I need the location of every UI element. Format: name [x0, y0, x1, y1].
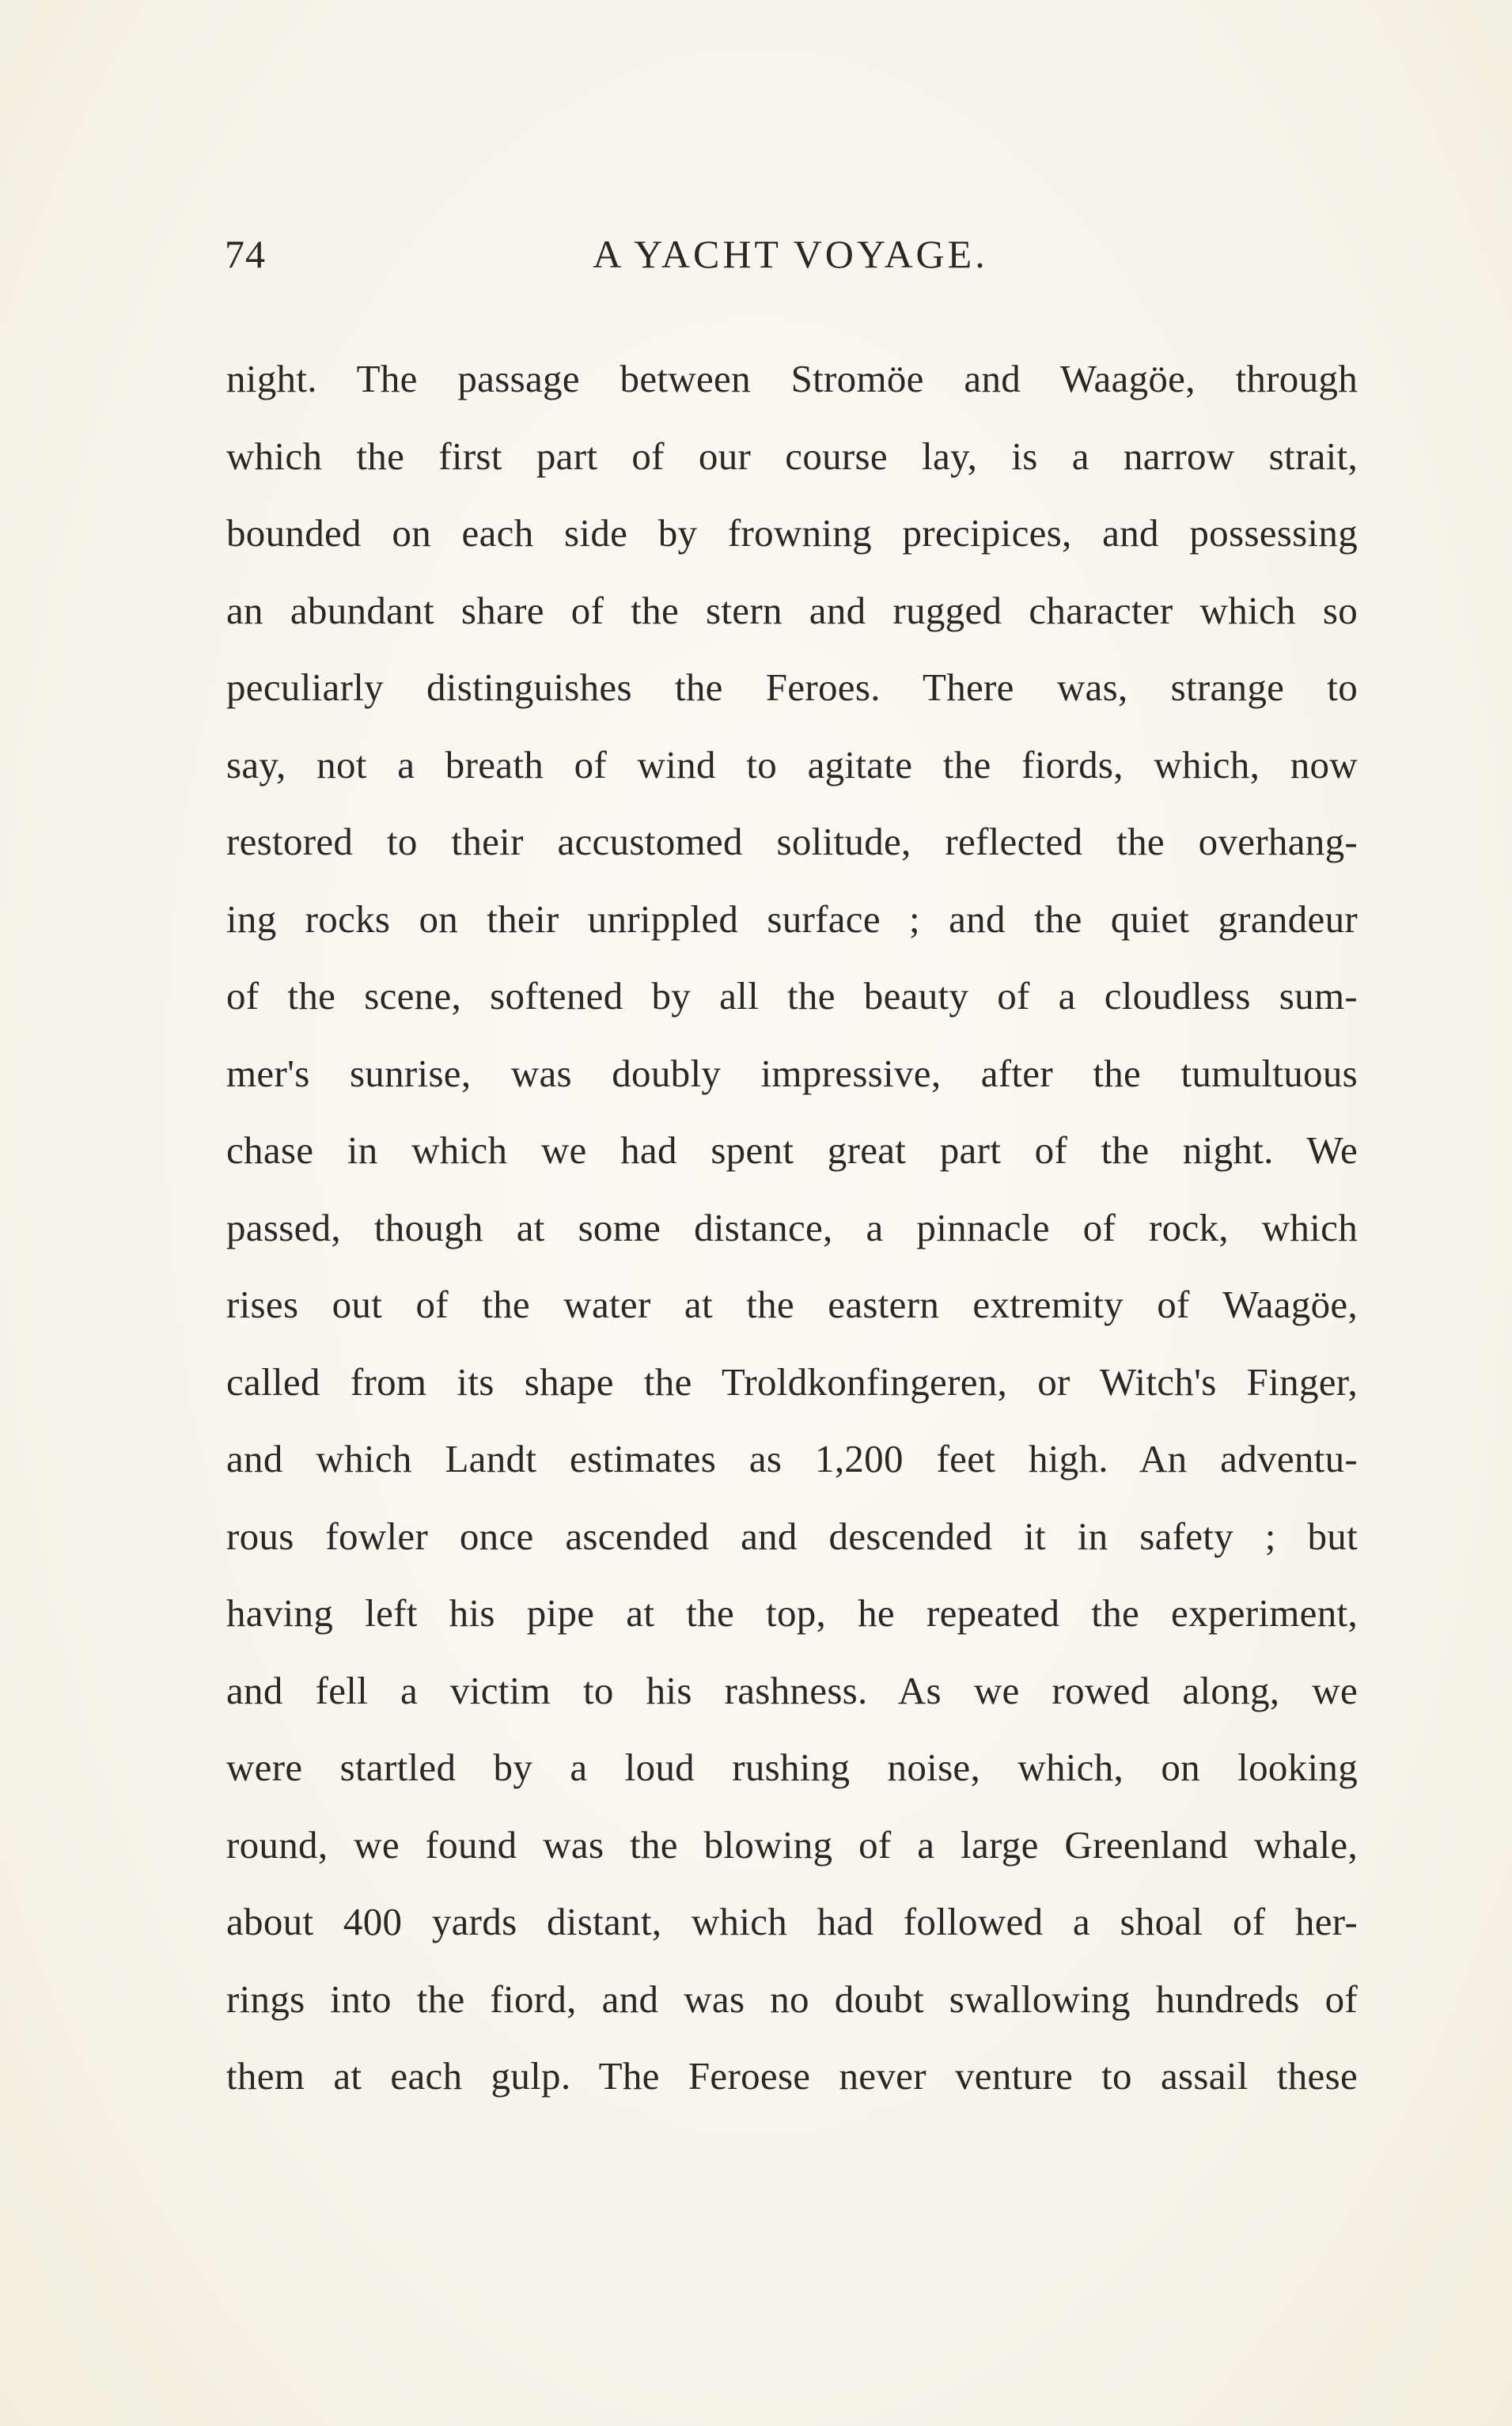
text-line: which the first part of our course lay, is a narrow strait,	[226, 434, 1358, 478]
text-line: and fell a victim to his rashness. As we rowed along, we	[226, 1668, 1358, 1712]
text-line: night. The passage between Stromöe and Waagöe, through	[226, 357, 1358, 400]
text-line: called from its shape the Troldkonfingeren, or Witch's Finger,	[226, 1359, 1358, 1404]
text-line: chase in which we had spent great part of the night. We	[226, 1128, 1358, 1172]
book-title: A YACHT VOYAGE.	[593, 232, 988, 276]
text-line: say, not a breath of wind to agitate the fiords, which, now	[226, 742, 1358, 787]
text-line: them at each gulp. The Feroese never venture to assail these	[226, 2054, 1358, 2098]
text-line: bounded on each side by frowning precipices, and possessing	[226, 511, 1358, 555]
text-line: about 400 yards distant, which had followed a shoal of her-	[226, 1900, 1358, 1943]
text-line: rises out of the water at the eastern extremity of Waagöe,	[226, 1283, 1358, 1326]
text-line: were startled by a loud rushing noise, which, on looking	[226, 1746, 1358, 1789]
text-line: of the scene, softened by all the beauty of a cloudless sum-	[226, 974, 1358, 1018]
running-head	[225, 226, 1356, 282]
text-line: having left his pipe at the top, he repeated the experiment,	[226, 1591, 1358, 1635]
text-line: rings into the fiord, and was no doubt swallowing hundreds of	[226, 1977, 1358, 2021]
text-line: restored to their accustomed solitude, reflected the overhang-	[226, 820, 1358, 863]
text-line: rous fowler once ascended and descended it in safety ; but	[226, 1514, 1358, 1558]
text-line: peculiarly distinguishes the Feroes. There was, strange to	[226, 665, 1358, 709]
text-line: passed, though at some distance, a pinnacle of rock, which	[226, 1205, 1358, 1249]
text-line: mer's sunrise, was doubly impressive, after the tumultuous	[226, 1051, 1358, 1095]
text-line: an abundant share of the stern and rugged character which so	[226, 588, 1358, 632]
body-text	[226, 340, 1358, 2115]
text-line: and which Landt estimates as 1,200 feet high. An adventu-	[226, 1437, 1358, 1480]
text-line: ing rocks on their unrippled surface ; and the quiet grandeur	[226, 896, 1358, 941]
text-line: round, we found was the blowing of a large Greenland whale,	[226, 1822, 1358, 1867]
page-number: 74	[225, 232, 266, 276]
